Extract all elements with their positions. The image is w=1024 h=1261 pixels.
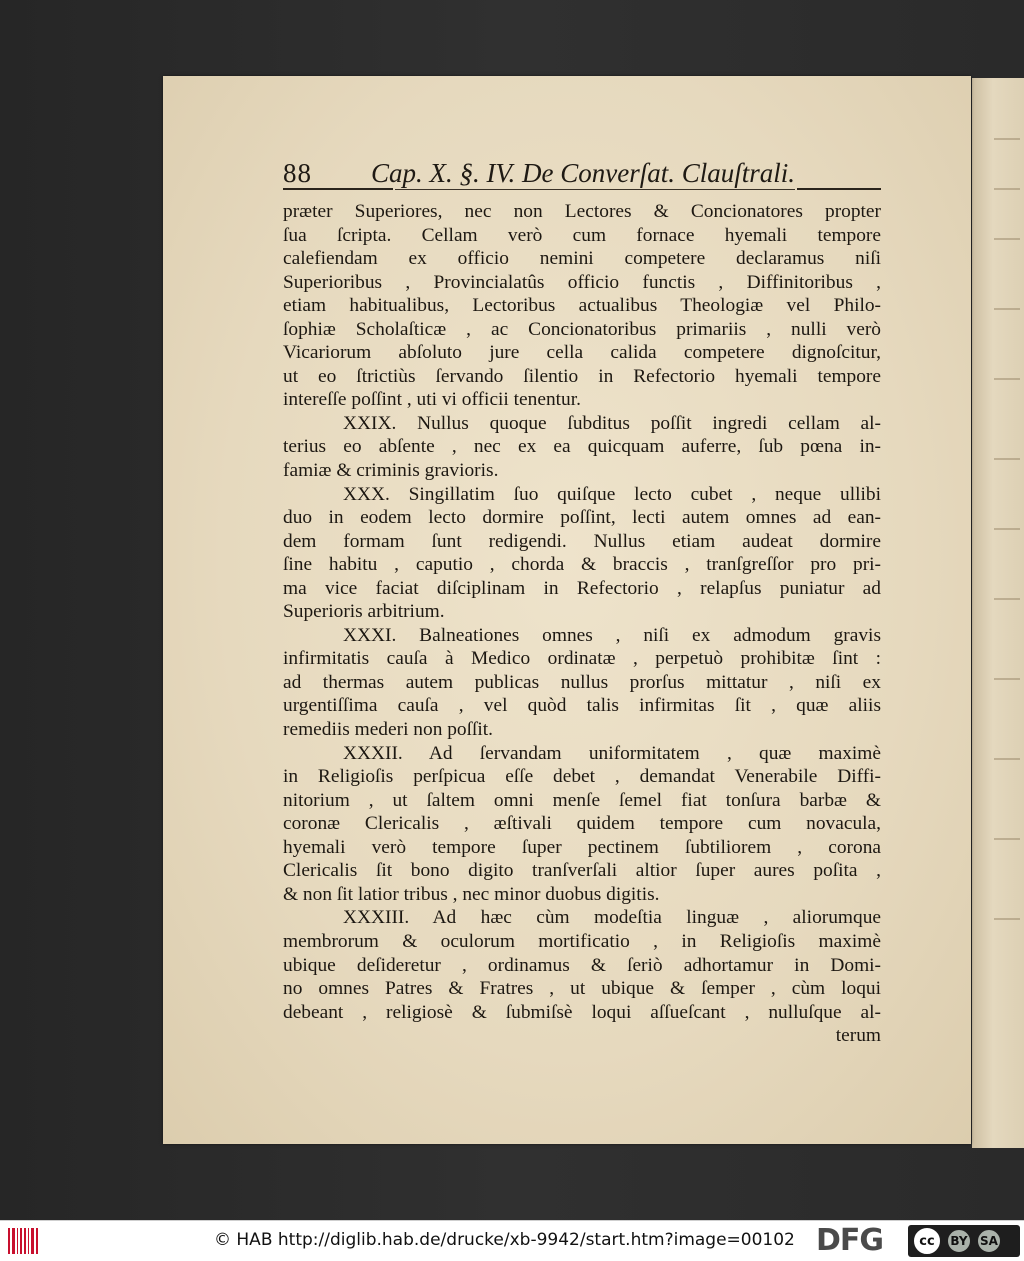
text-line: ſophiæ Scholaſticæ , ac Concionatoribus primariis , nulli verò bbox=[283, 318, 881, 340]
cc-icon: cc bbox=[912, 1226, 942, 1256]
header-rule-right bbox=[797, 188, 881, 190]
dfg-logo: DFG bbox=[816, 1223, 884, 1258]
text-line: Clericalis ſit bono digito tranſverſali altior ſuper aures poſita , bbox=[283, 860, 881, 882]
text-line: calefiendam ex officio nemini competere declaramus niſi bbox=[283, 248, 881, 270]
text-line: Vicariorum abſoluto jure cella calida competere dignoſcitur, bbox=[283, 342, 881, 364]
text-line: coronæ Clericalis , æſtivali quidem tempore cum novacula, bbox=[283, 813, 881, 835]
text-line: debeant , religiosè & ſubmiſsè loqui aſſueſcant , nulluſque al- bbox=[283, 1001, 881, 1023]
catchword: terum bbox=[835, 1025, 881, 1047]
header-rule-left bbox=[283, 188, 393, 190]
text-line: ma vice faciat diſciplinam in Refectorio , relapſus puniatur ad bbox=[283, 577, 881, 599]
text-line: ſua ſcripta. Cellam verò cum fornace hyemali tempore bbox=[283, 224, 881, 246]
paragraph-start-xxx: XXX. Singillatim ſuo quiſque lecto cubet , neque ullibi bbox=[343, 483, 881, 505]
text-line: urgentiſſima cauſa , vel quòd talis infirmitas ſit , quæ aliis bbox=[283, 695, 881, 717]
text-line: remediis mederi non poſſit. bbox=[283, 719, 494, 741]
text-line: ut eo ſtrictiùs ſervando ſilentio in Refectorio hyemali tempore bbox=[283, 365, 881, 387]
book-page bbox=[163, 76, 971, 1144]
text-line: nitorium , ut ſaltem omni menſe ſemel fiat tonſura barbæ & bbox=[283, 789, 881, 811]
barcode-icon bbox=[8, 1228, 38, 1254]
paragraph-start-xxxi: XXXI. Balneationes omnes , niſi ex admodum gravis bbox=[343, 624, 881, 646]
text-line: etiam habitualibus, Lectoribus actualibus Theologiæ vel Philo- bbox=[283, 295, 881, 317]
text-line: Superioris arbitrium. bbox=[283, 601, 445, 623]
text-line: dem formam ſunt redigendi. Nullus etiam audeat dormire bbox=[283, 530, 881, 552]
text-line: infirmitatis cauſa à Medico ordinatæ , perpetuò prohibitæ ſint : bbox=[283, 648, 881, 670]
text-line: famiæ & criminis gravioris. bbox=[283, 460, 499, 482]
text-line: terius eo abſente , nec ex ea quicquam auferre, ſub pœna in- bbox=[283, 436, 881, 458]
paragraph-start-xxix: XXIX. Nullus quoque ſubditus poſſit ingredi cellam al- bbox=[343, 412, 881, 434]
text-line: in Religioſis perſpicua eſſe debet , demandat Venerabile Diffi- bbox=[283, 766, 881, 788]
creative-commons-badge[interactable] bbox=[908, 1225, 1020, 1257]
text-line: Superioribus , Provincialatûs officio functis , Diffinitoribus , bbox=[283, 271, 881, 293]
text-line: ubique deſideretur , ordinamus & ſeriò adhortamur in Domi- bbox=[283, 954, 881, 976]
cc-sa-icon: SA bbox=[976, 1228, 1002, 1254]
facing-page-edge bbox=[972, 78, 1024, 1148]
paragraph-start-xxxiii: XXXIII. Ad hæc cùm modeſtia linguæ , aliorumque bbox=[343, 907, 881, 929]
text-line: membrorum & oculorum mortificatio , in Religioſis maximè bbox=[283, 930, 881, 952]
text-line: & non ſit latior tribus , nec minor duobus digitis. bbox=[283, 883, 660, 905]
text-line: intereſſe poſſint , uti vi officii tenentur. bbox=[283, 389, 581, 411]
paragraph-start-xxxii: XXXII. Ad ſervandam uniformitatem , quæ maximè bbox=[343, 742, 881, 764]
page-number: 88 bbox=[283, 158, 312, 188]
running-head: Cap. X. §. IV. De Converſat. Clauſtrali. bbox=[371, 158, 795, 188]
text-line: ſine habitu , caputio , chorda & braccis , tranſgreſſor pro pri- bbox=[283, 554, 881, 576]
header-rule-middle bbox=[395, 189, 795, 190]
text-line: præter Superiores, nec non Lectores & Concionatores propter bbox=[283, 201, 881, 222]
page-header bbox=[283, 158, 923, 198]
text-line: ad thermas autem publicas nullus prorſus mittatur , niſi ex bbox=[283, 671, 881, 693]
source-credit-link[interactable]: © HAB http://diglib.hab.de/drucke/xb-9942/start.htm?image=00102 bbox=[214, 1230, 795, 1250]
body-text bbox=[283, 200, 881, 1048]
text-line: duo in eodem lecto dormire poſſint, lecti autem omnes ad ean- bbox=[283, 507, 881, 529]
text-line: hyemali verò tempore ſuper pectinem ſubtiliorem , corona bbox=[283, 836, 881, 858]
cc-by-icon: BY bbox=[946, 1228, 972, 1254]
viewer-footer bbox=[0, 1220, 1024, 1261]
text-line: no omnes Patres & Fratres , ut ubique & ſemper , cùm loqui bbox=[283, 978, 881, 1000]
